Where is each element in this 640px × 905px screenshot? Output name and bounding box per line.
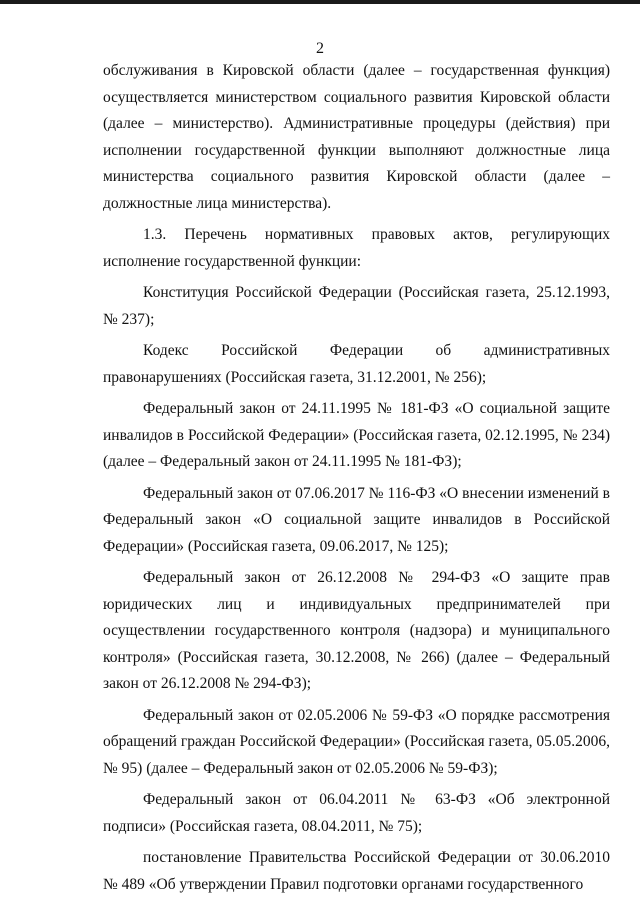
paragraph-law-59fz: Федеральный закон от 02.05.2006 № 59-ФЗ «О порядке рассмотрения обращений граждан Российской Федерации» (Российская газета, 05.05.2006, № 95) (далее – Федеральный закон от 02.05.2006 № 59-ФЗ); [103,706,610,777]
paragraph-section-1-3: 1.3. Перечень нормативных правовых актов, регулирующих исполнение государственной функции: [103,226,610,270]
paragraph-law-63fz: Федеральный закон от 06.04.2011 № 63-ФЗ «Об электронной подписи» (Российская газета, 08.04.2011, № 75); [103,791,610,835]
paragraph-constitution: Конституция Российской Федерации (Российская газета, 25.12.1993, № 237); [103,284,610,328]
paragraph-law-294fz: Федеральный закон от 26.12.2008 № 294-ФЗ «О защите прав юридических лиц и индивидуальных предпринимателей при осуществлении государственного контроля (надзора) и муниципального контроля» (Российская газета, 30.12.2008, № 266) (далее – Федеральный закон от 26.12.2008 № 294-ФЗ); [103,569,610,692]
paragraph-law-116fz: Федеральный закон от 07.06.2017 № 116-ФЗ «О внесении изменений в Федеральный закон «О социальной защите инвалидов в Российской Федерации» (Российская газета, 09.06.2017, № 125); [103,484,610,555]
scan-top-edge [0,0,640,4]
page-number: 2 [316,40,324,57]
paragraph-law-181fz: Федеральный закон от 24.11.1995 № 181-ФЗ «О социальной защите инвалидов в Российской Федерации» (Российская газета, 02.12.1995, № 234) (далее – Федеральный закон от 24.11.1995 № 181-ФЗ); [103,400,610,470]
paragraph-administrative-code: Кодекс Российской Федерации об административных правонарушениях (Российская газета, 31.12.2001, № 256); [103,342,610,386]
document-body [103,58,610,898]
paragraph-government-resolution-489: постановление Правительства Российской Федерации от 30.06.2010 № 489 «Об утверждении Правил подготовки органами государственного [103,849,610,893]
paragraph-intro-continuation: обслуживания в Кировской области (далее – государственная функция) осуществляется министерством социального развития Кировской области (далее – министерство). Административные процедуры (действия) при исполнении государственной функции выполняют должностные лица министерства социального развития Кировской области (далее – должностные лица министерства). [103,62,610,212]
